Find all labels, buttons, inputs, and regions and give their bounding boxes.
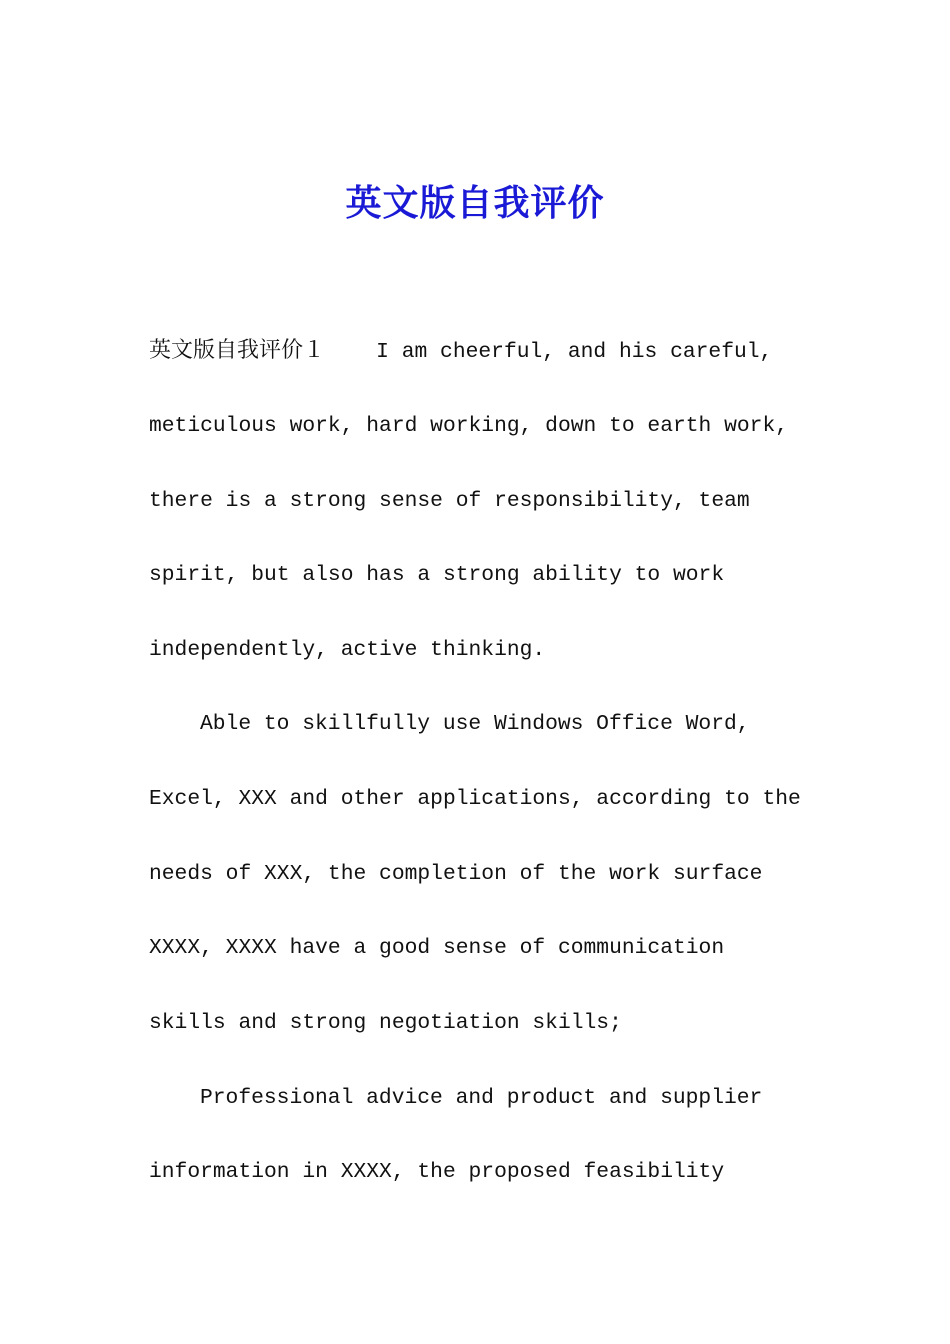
paragraph-3-line-2: information in XXXX, the proposed feasibility [149,1160,725,1184]
document-title: 英文版自我评价 [345,182,605,224]
paragraph-1-line-3: there is a strong sense of responsibility, team [149,489,750,513]
paragraph-1-line-5: independently, active thinking. [149,638,546,662]
paragraph-1-line-1 [149,336,772,367]
paragraph-text: I am cheerful, and his careful, [325,340,773,364]
section-label: 英文版自我评价１ [149,338,326,363]
paragraph-2-line-5: skills and strong negotiation skills; [149,1011,622,1035]
paragraph-2-line-3: needs of XXX, the completion of the work surface [149,862,763,886]
paragraph-2-line-2: Excel, XXX and other applications, according to the [149,787,801,811]
paragraph-1-line-4: spirit, but also has a strong ability to work [149,563,725,587]
paragraph-1-line-2: meticulous work, hard working, down to earth work, [149,414,789,438]
paragraph-2-line-4: XXXX, XXXX have a good sense of communication [149,936,725,960]
paragraph-2-line-1: Able to skillfully use Windows Office Word, [200,712,750,736]
paragraph-3-line-1: Professional advice and product and supplier [200,1086,763,1110]
